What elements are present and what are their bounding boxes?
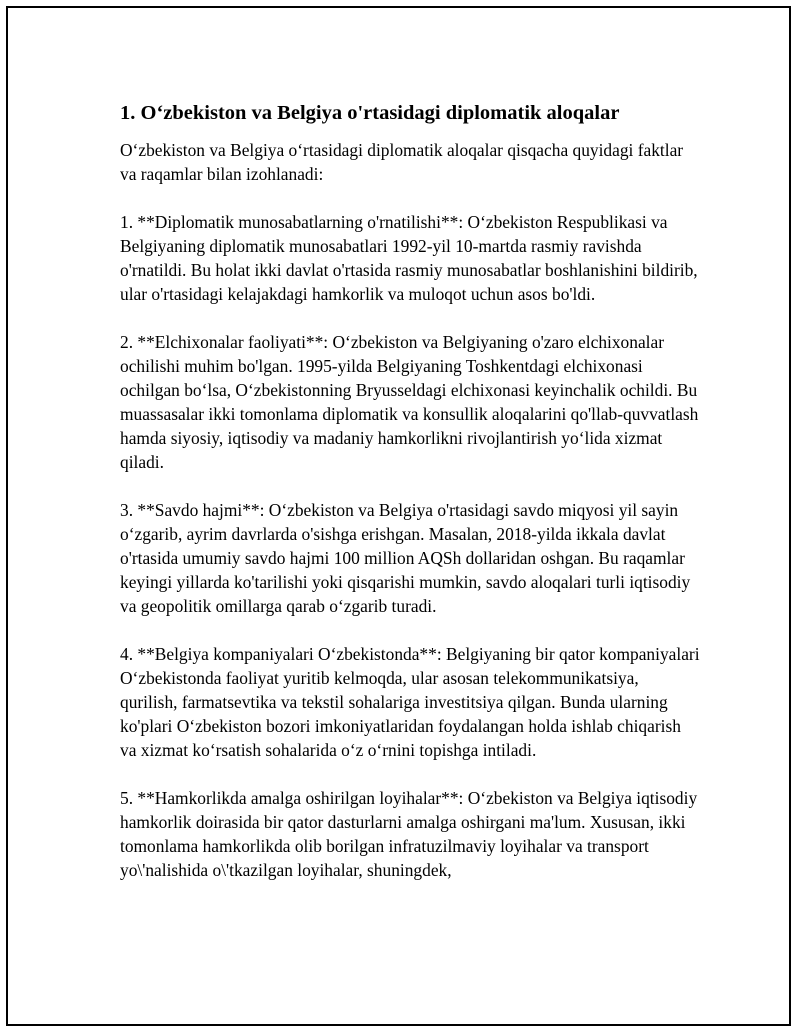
document-title: 1. O‘zbekiston va Belgiya o'rtasidagi diplomatik aloqalar: [120, 102, 620, 124]
paragraph-joint-projects: 5. **Hamkorlikda amalga oshirilgan loyihalar**: O‘zbekiston va Belgiya iqtisodiy hamkorlik doirasida bir qator dasturlarni amalga oshirgani ma'lum. Xususan, ikki tomonlama hamkorlikda olib borilgan infratuzilmaviy loyihalar va transport yo\'nalishida o\'tkazilgan loyihalar, shuningdek,: [120, 788, 698, 880]
paragraph-embassies: 2. **Elchixonalar faoliyati**: O‘zbekiston va Belgiyaning o'zaro elchixonalar ochilishi muhim bo'lgan. 1995-yilda Belgiyaning Toshkentdagi elchixonasi ochilgan bo‘lsa, O‘zbekistonning Bryusseldagi elchixonasi keyinchalik ochildi. Bu muassasalar ikki tomonlama diplomatik va konsullik aloqalarini qo'llab-quvvatlash hamda siyosiy, iqtisodiy va madaniy hamkorlikni rivojlantirish yo‘lida xizmat qiladi.: [120, 332, 699, 472]
paragraph-belgian-companies: 4. **Belgiya kompaniyalari O‘zbekistonda**: Belgiyaning bir qator kompaniyalari O‘zbekistonda faoliyat yuritib kelmoqda, ular asosan telekommunikatsiya, qurilish, farmatsevtika va tekstil sohalariga investitsiya qilgan. Bunda ularning ko'plari O‘zbekiston bozori imkoniyatlaridan foydalangan holda ishlab chiqarish va xizmat ko‘rsatish sohalarida o‘z o‘rnini topishga intiladi.: [120, 644, 700, 760]
paragraph-trade-volume: 3. **Savdo hajmi**: O‘zbekiston va Belgiya o'rtasidagi savdo miqyosi yil sayin o‘zgarib, ayrim davrlarda o'sishga erishgan. Masalan, 2018-yilda ikkala davlat o'rtasida umumiy savdo hajmi 100 million AQSh dollaridan oshgan. Bu raqamlar keyingi yillarda ko'tarilishi yoki qisqarishi mumkin, savdo aloqalari turli iqtisodiy va geopolitik omillarga qarab o‘zgarib turadi.: [120, 500, 691, 616]
document-content: [120, 100, 700, 906]
paragraph-diplomatic-relations: 1. **Diplomatik munosabatlarning o'rnatilishi**: O‘zbekiston Respublikasi va Belgiyaning diplomatik munosabatlari 1992-yil 10-martda rasmiy ravishda o'rnatildi. Bu holat ikki davlat o'rtasida rasmiy munosabatlar boshlanishini bildirib, ular o'rtasidagi kelajakdagi hamkorlik va muloqot uchun asos bo'ldi.: [120, 212, 698, 304]
document-page: [6, 6, 791, 1026]
intro-paragraph: O‘zbekiston va Belgiya o‘rtasidagi diplomatik aloqalar qisqacha quyidagi faktlar va raqamlar bilan izohlanadi:: [120, 140, 684, 184]
